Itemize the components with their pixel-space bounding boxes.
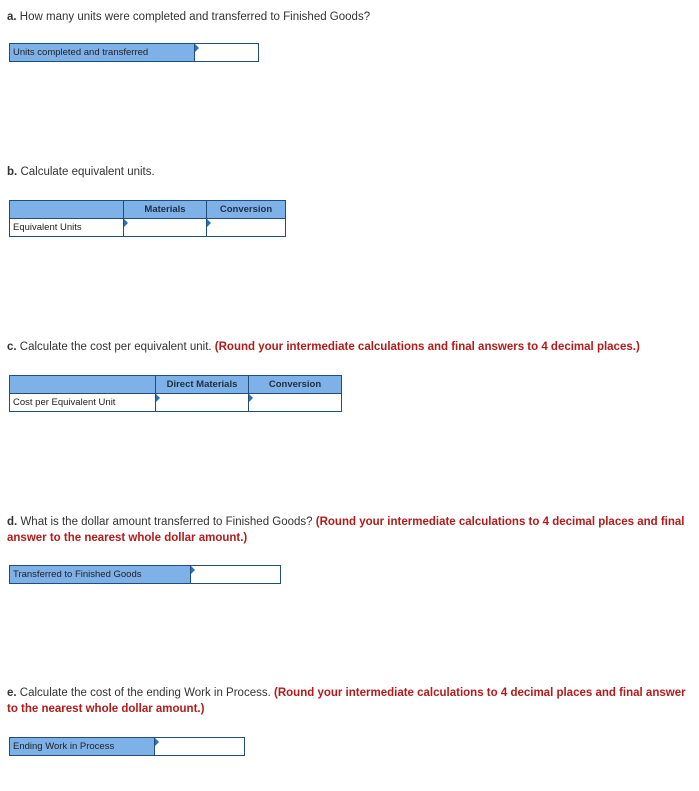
header-blank (10, 376, 156, 394)
question-a-letter: a. (7, 11, 17, 23)
question-d-instruction: (Round your intermediate calculations to 4 decimal places and final answer to the nearest whole dollar amount.) (7, 516, 685, 544)
transferred-input[interactable] (191, 566, 280, 583)
equivalent-units-conversion-input[interactable] (207, 219, 285, 236)
ending-wip-input[interactable] (155, 738, 244, 755)
ending-wip-label: Ending Work in Process (10, 738, 155, 756)
question-c (7, 339, 691, 355)
question-a (7, 9, 691, 25)
input-marker-icon (155, 738, 159, 746)
units-completed-label: Units completed and transferred (10, 44, 195, 62)
equivalent-units-conversion-cell (207, 219, 286, 237)
cost-per-unit-table (9, 375, 342, 412)
question-a-text: How many units were completed and transferred to Finished Goods? (19, 11, 371, 23)
units-completed-cell (195, 44, 259, 62)
question-d-letter: d. (7, 516, 18, 528)
cost-per-unit-conversion-cell (249, 394, 342, 412)
input-marker-icon (249, 394, 253, 402)
equivalent-units-materials-cell (124, 219, 207, 237)
units-completed-input[interactable] (195, 44, 258, 61)
transferred-label: Transferred to Finished Goods (10, 566, 191, 584)
header-blank (10, 201, 124, 219)
units-completed-table (9, 43, 259, 62)
transferred-cell (191, 566, 281, 584)
cost-per-unit-conversion-input[interactable] (249, 394, 341, 411)
question-e-letter: e. (7, 687, 17, 699)
header-conversion: Conversion (249, 376, 342, 394)
question-b (7, 164, 691, 180)
transferred-table (9, 565, 281, 584)
input-marker-icon (124, 219, 128, 227)
cost-per-unit-label: Cost per Equivalent Unit (10, 394, 156, 412)
question-b-text: Calculate equivalent units. (20, 166, 155, 178)
equivalent-units-materials-input[interactable] (124, 219, 206, 236)
input-marker-icon (195, 44, 199, 52)
question-c-instruction: (Round your intermediate calculations and final answers to 4 decimal places.) (214, 341, 640, 353)
ending-wip-cell (155, 738, 245, 756)
question-e-instruction: (Round your intermediate calculations to 4 decimal places and final answer to the nearest whole dollar amount.) (7, 687, 686, 715)
equivalent-units-table (9, 200, 286, 237)
equivalent-units-label: Equivalent Units (10, 219, 124, 237)
question-c-text: Calculate the cost per equivalent unit. (19, 341, 212, 353)
cost-per-unit-materials-input[interactable] (156, 394, 248, 411)
question-c-letter: c. (7, 341, 17, 353)
question-e-text: Calculate the cost of the ending Work in Process. (19, 687, 271, 699)
question-d (7, 514, 691, 546)
ending-wip-table (9, 737, 245, 756)
header-direct-materials: Direct Materials (156, 376, 249, 394)
header-materials: Materials (124, 201, 207, 219)
cost-per-unit-materials-cell (156, 394, 249, 412)
question-e (7, 685, 691, 717)
input-marker-icon (156, 394, 160, 402)
input-marker-icon (191, 566, 195, 574)
header-conversion: Conversion (207, 201, 286, 219)
question-b-letter: b. (7, 166, 18, 178)
input-marker-icon (207, 219, 211, 227)
question-d-text: What is the dollar amount transferred to Finished Goods? (20, 516, 313, 528)
